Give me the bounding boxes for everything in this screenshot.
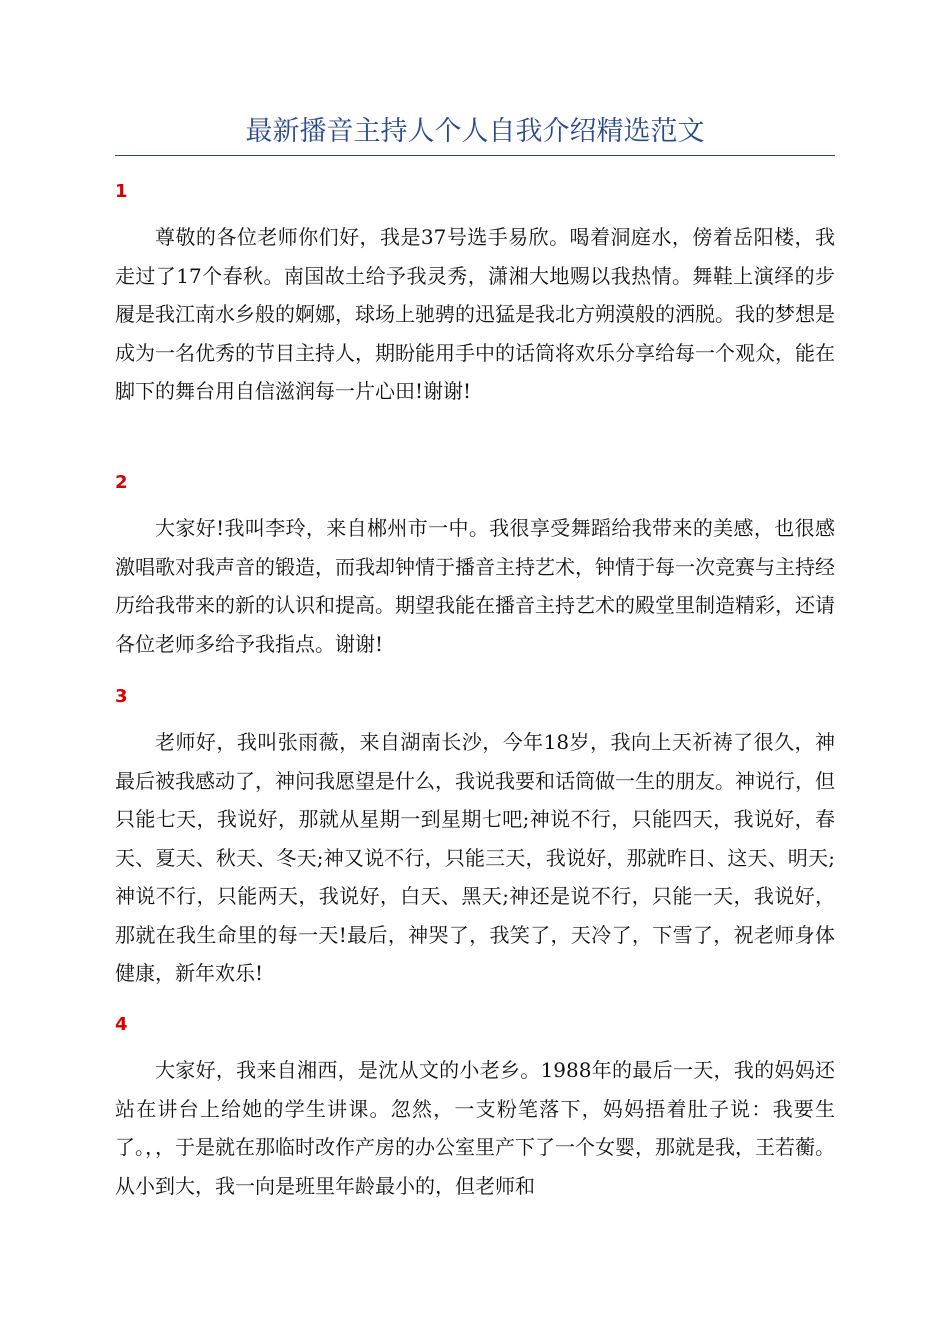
section-paragraph: 大家好，我来自湘西，是沈从文的小老乡。1988年的最后一天，我的妈妈还站在讲台上给她的学生讲课。忽然，一支粉笔落下，妈妈捂着肚子说：我要生了。，，于是就在那临时改作产房的办公室里产下了一个女婴，那就是我，王若蘅。从小到大，我一向是班里年龄最小的，但老师和	[115, 1058, 835, 1198]
section-number: 3	[115, 686, 128, 707]
section-number: 1	[115, 181, 128, 202]
section-3	[115, 685, 835, 993]
section-1	[115, 180, 835, 411]
section-paragraph: 老师好，我叫张雨薇，来自湖南长沙，今年18岁，我向上天祈祷了很久，神最后被我感动了，神问我愿望是什么，我说我要和话筒做一生的朋友。神说行，但只能七天，我说好，那就从星期一到星期七吧;神说不行，只能四天，我说好，春天、夏天、秋天、冬天;神又说不行，只能三天，我说好，那就昨日、这天、明天;神说不行，只能两天，我说好，白天、黑天;神还是说不行，只能一天，我说好，那就在我生命里的每一天!最后，神哭了，我笑了，天冷了，下雪了，祝老师身体健康，新年欢乐!	[115, 730, 835, 985]
section-4	[115, 1013, 835, 1205]
section-2	[115, 471, 835, 663]
section-number: 4	[115, 1014, 128, 1035]
section-paragraph: 尊敬的各位老师你们好，我是37号选手易欣。喝着洞庭水，傍着岳阳楼，我走过了17个春秋。南国故土给予我灵秀，潇湘大地赐以我热情。舞鞋上演绎的步履是我江南水乡般的婀娜，球场上驰骋的迅猛是我北方朔漠般的洒脱。我的梦想是成为一名优秀的节目主持人，期盼能用手中的话筒将欢乐分享给每一个观众，能在脚下的舞台用自信滋润每一片心田!谢谢!	[115, 225, 835, 403]
section-paragraph: 大家好!我叫李玲，来自郴州市一中。我很享受舞蹈给我带来的美感，也很感激唱歌对我声音的锻造，而我却钟情于播音主持艺术，钟情于每一次竞赛与主持经历给我带来的新的认识和提高。期望我能在播音主持艺术的殿堂里制造精彩，还请各位老师多给予我指点。谢谢!	[115, 516, 835, 656]
document-title: 最新播音主持人个人自我介绍精选范文	[245, 116, 705, 147]
section-number: 2	[115, 472, 128, 493]
title-underline	[115, 155, 835, 156]
